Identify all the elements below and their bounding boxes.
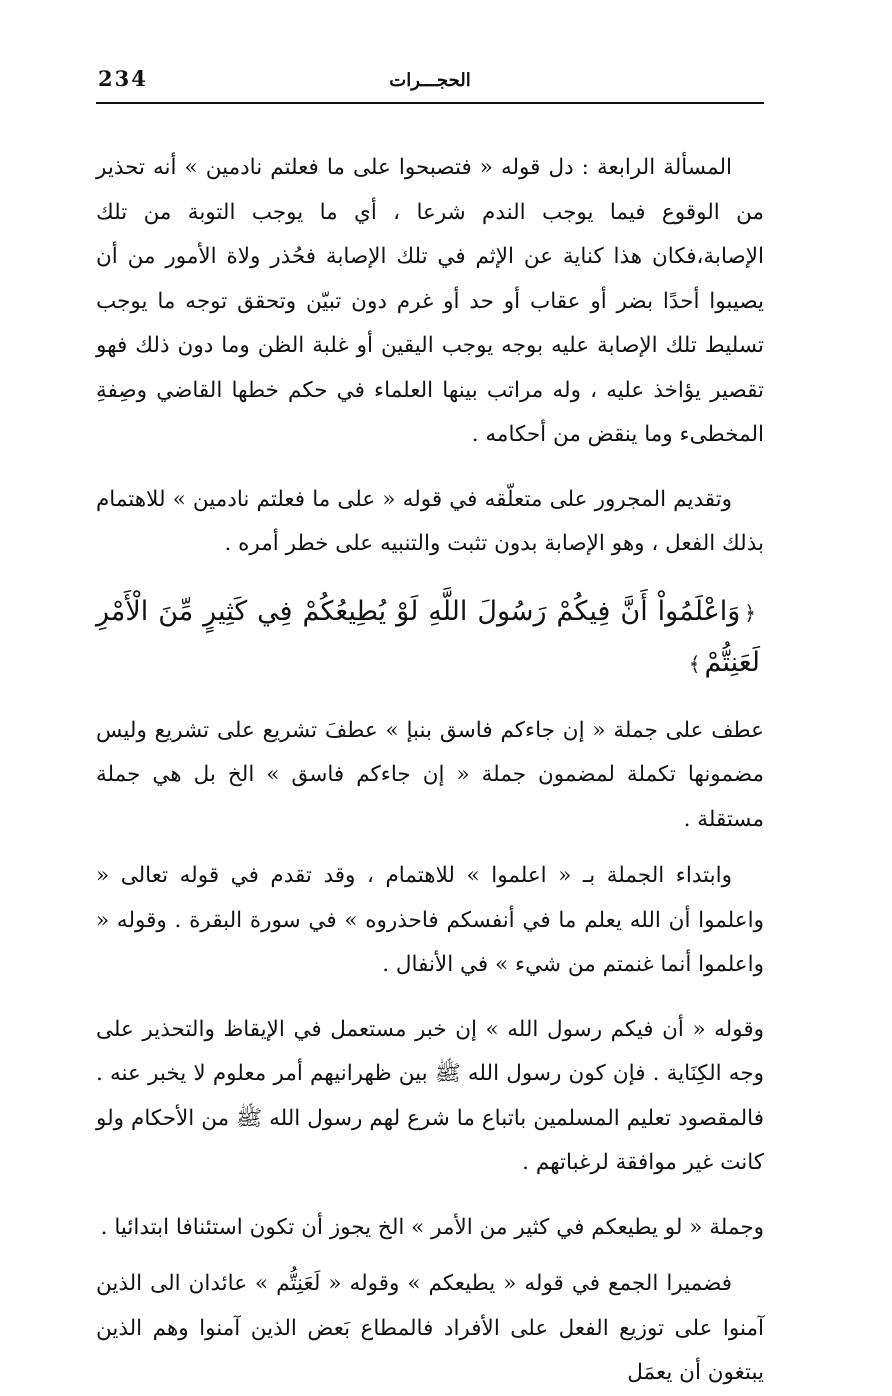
verse-open-bracket: ﴿ xyxy=(744,600,756,625)
paragraph-fourth-issue: المسألة الرابعة : دل قوله « فتصبحوا على ما فعلتم نادمين » أنه تحذير من الوقوع فيما يوجب الندم شرعا ، أي ما يوجب التوبة من تلك الإصابة،فكان هذا كناية عن الإثم في تلك الإصابة فحُذر ولاة الأمور من أن يصيبوا أحدًا بضر أو عقاب أو حد أو غرم دون تبيّن وتحقق توجه ما يوجب تسليط تلك الإصابة عليه بوجه يوجب اليقين أو غلبة الظن وما دون ذلك فهو تقصير يؤاخذ عليه ، وله مراتب بينها العلماء في حكم خطها القاضي وصِفةِ المخطىء وما ينقض من أحكامه . xyxy=(96,155,764,447)
paragraph-beginning-sentence: وابتداء الجملة بـ « اعلموا » للاهتمام ، وقد تقدم في قوله تعالى « واعلموا أن الله يعلم ما في أنفسكم فاحذروه » في سورة البقرة . وقوله « واعلموا أنما غنمتم من شيء » في الأنفال . xyxy=(96,863,764,977)
page-number: 234 xyxy=(98,66,148,91)
paragraph-plural-pronouns: فضميرا الجمع في قوله « يطيعكم » وقوله « لَعَنِتُّم » عائدان الى الذين آمنوا على توزيع الفعل على الأفراد فالمطاع بَعض الذين آمنوا وهم الذين يبتغون أن يعمَل xyxy=(96,1271,764,1385)
paragraph-conjunction: عطف على جملة « إن جاءكم فاسق بنبإ » عطفَ تشريع على تشريع وليس مضمونها تكملة لمضمون جملة « إن جاءكم فاسق » الخ بل هي جملة مستقلة . xyxy=(96,717,764,832)
verse-close-bracket: ﴾ xyxy=(688,651,701,676)
book-page xyxy=(96,60,764,1396)
quran-verse xyxy=(96,587,764,689)
page-body xyxy=(96,146,764,1396)
paragraph-if-he-obeyed: وجملة « لو يطيعكم في كثير من الأمر » الخ يجوز أن تكون استئنافا ابتدائيا . xyxy=(100,1214,764,1240)
page-header xyxy=(96,60,764,104)
paragraph-messenger-among-you: وقوله « أن فيكم رسول الله » إن خبر مستعمل في الإيقاظ والتحذير على وجه الكِنَاية . فإن كون رسول الله ﷺ بين ظهرانيهم أمر معلوم لا يخبر عنه . فالمقصود تعليم المسلمين باتباع ما شرع لهم رسول الله ﷺ من الأحكام ولو كانت غير موافقة لرغباتهم . xyxy=(96,1016,764,1175)
running-title: الحجـــرات xyxy=(389,70,471,91)
paragraph-preceding-object: وتقديم المجرور على متعلّقه في قوله « على ما فعلتم نادمين » للاهتمام بذلك الفعل ، وهو الإصابة بدون تثبت والتنبيه على خطر أمره . xyxy=(96,486,764,556)
verse-text: وَاعْلَمُواْ أَنَّ فِيكُمْ رَسُولَ اللَّهِ لَوْ يُطِيعُكُمْ فِي كَثِيرٍ مِّنَ الْأَمْرِ لَعَنِتُّمْ xyxy=(96,595,760,678)
